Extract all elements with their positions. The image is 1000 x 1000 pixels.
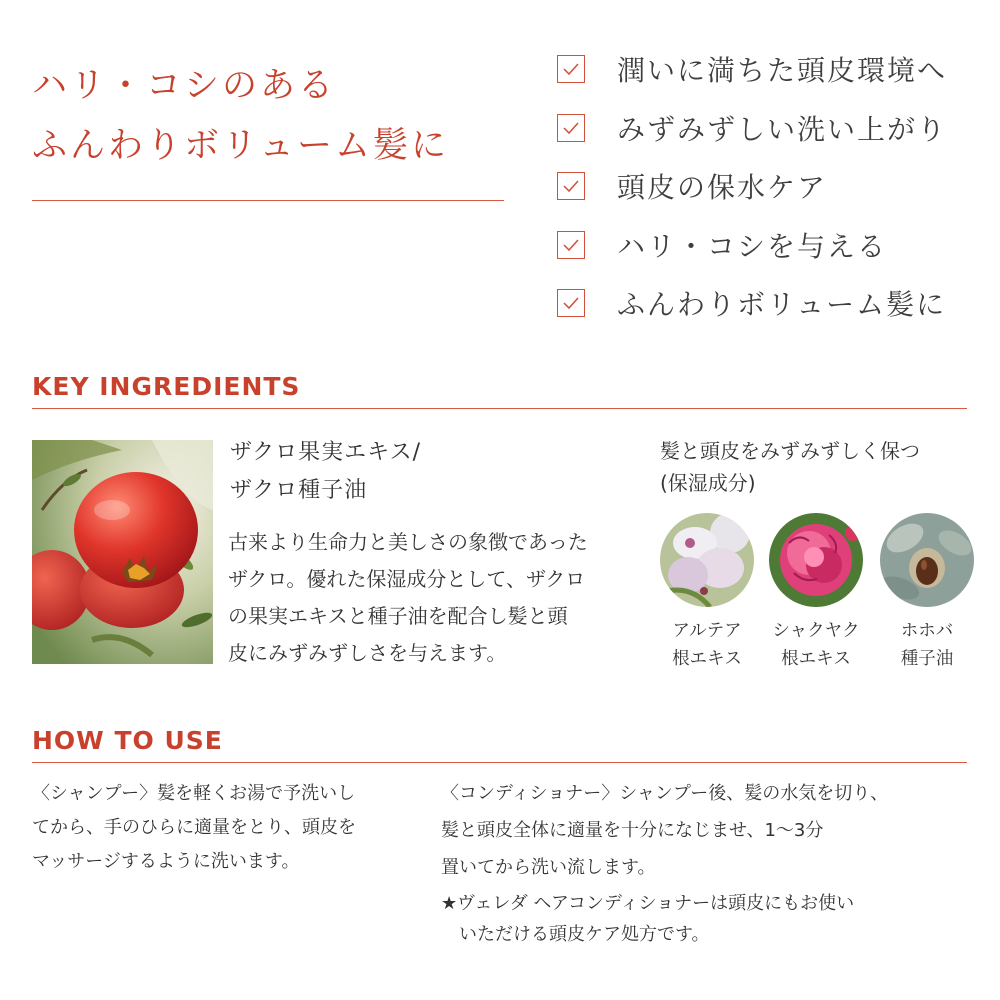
extract-label-line: アルテア	[672, 621, 742, 641]
conditioner-line: 〈コンディショナー〉シャンプー後、髪の水気を切り、	[441, 783, 889, 804]
checklist-item	[557, 216, 987, 275]
moisture-subtitle: (保湿成分)	[660, 471, 756, 495]
shampoo-line: 〈シャンプー〉髪を軽くお湯で予洗いし	[32, 783, 356, 804]
extract-label-line: ホホバ	[900, 621, 954, 641]
ingredient-description-line: ザクロ。優れた保湿成分として、ザクロ	[228, 567, 586, 591]
how-to-use-divider	[32, 762, 967, 763]
ingredient-name-line-2: ザクロ種子油	[230, 478, 368, 503]
benefit-checklist	[557, 40, 987, 333]
moisture-title: 髪と頭皮をみずみずしく保つ	[660, 439, 920, 463]
checklist-label: ハリ・コシを与える	[617, 229, 888, 263]
checklist-item	[557, 157, 987, 216]
checklist-item	[557, 99, 987, 158]
checkbox-icon	[557, 172, 585, 200]
headline-line-1: ハリ・コシのある	[32, 66, 337, 106]
extract-label-line: 根エキス	[672, 649, 742, 669]
conditioner-line: 置いてから洗い流します。	[441, 857, 656, 878]
extract-label-line: シャクヤク	[772, 621, 860, 641]
key-ingredients-divider	[32, 408, 967, 409]
checkbox-icon	[557, 231, 585, 259]
extract-label	[660, 617, 754, 673]
extract-label	[769, 617, 863, 673]
ingredient-description-line: の果実エキスと種子油を配合し髪と頭	[228, 604, 568, 628]
headline	[32, 56, 512, 176]
conditioner-note: ★ヴェレダ ヘアコンディショナーは頭皮にもお使い	[441, 893, 855, 914]
shampoo-line: てから、手のひらに適量をとり、頭皮を	[32, 817, 356, 838]
shampoo-line: マッサージするように洗います。	[32, 851, 300, 872]
key-ingredients-title: KEY INGREDIENTS	[32, 372, 301, 401]
extract-althea	[660, 513, 754, 673]
ingredient-description	[228, 524, 638, 672]
ingredient-description-line: 古来より生命力と美しさの象徴であった	[228, 530, 588, 554]
conditioner-note: いただける頭皮ケア処方です。	[459, 924, 710, 945]
ingredient-name-line-1: ザクロ果実エキス/	[230, 440, 422, 465]
checkbox-icon	[557, 114, 585, 142]
althea-flower-icon	[660, 513, 754, 607]
extract-label-line: 根エキス	[781, 649, 851, 669]
checkbox-icon	[557, 55, 585, 83]
checklist-label: みずみずしい洗い上がり	[617, 112, 948, 146]
conditioner-instructions	[441, 777, 941, 950]
peony-flower-icon	[769, 513, 863, 607]
checkbox-icon	[557, 289, 585, 317]
shampoo-instructions	[32, 777, 392, 879]
conditioner-line: 髪と頭皮全体に適量を十分になじませ、1〜3分	[441, 820, 824, 841]
headline-line-2: ふんわりボリューム髪に	[32, 126, 449, 166]
checklist-label: 潤いに満ちた頭皮環境へ	[617, 54, 948, 88]
extract-peony	[769, 513, 863, 673]
jojoba-seed-icon	[880, 513, 974, 607]
checklist-item	[557, 40, 987, 99]
headline-divider	[32, 200, 504, 201]
ingredient-name	[230, 434, 421, 510]
how-to-use-title: HOW TO USE	[32, 726, 223, 755]
extract-label	[880, 617, 974, 673]
extract-jojoba	[880, 513, 974, 673]
pomegranate-photo	[32, 440, 213, 664]
checklist-item	[557, 274, 987, 333]
checklist-label: 頭皮の保水ケア	[617, 171, 828, 205]
extract-label-line: 種子油	[900, 649, 954, 669]
checklist-label: ふんわりボリューム髪に	[617, 288, 947, 322]
ingredient-description-line: 皮にみずみずしさを与えます。	[228, 641, 507, 665]
